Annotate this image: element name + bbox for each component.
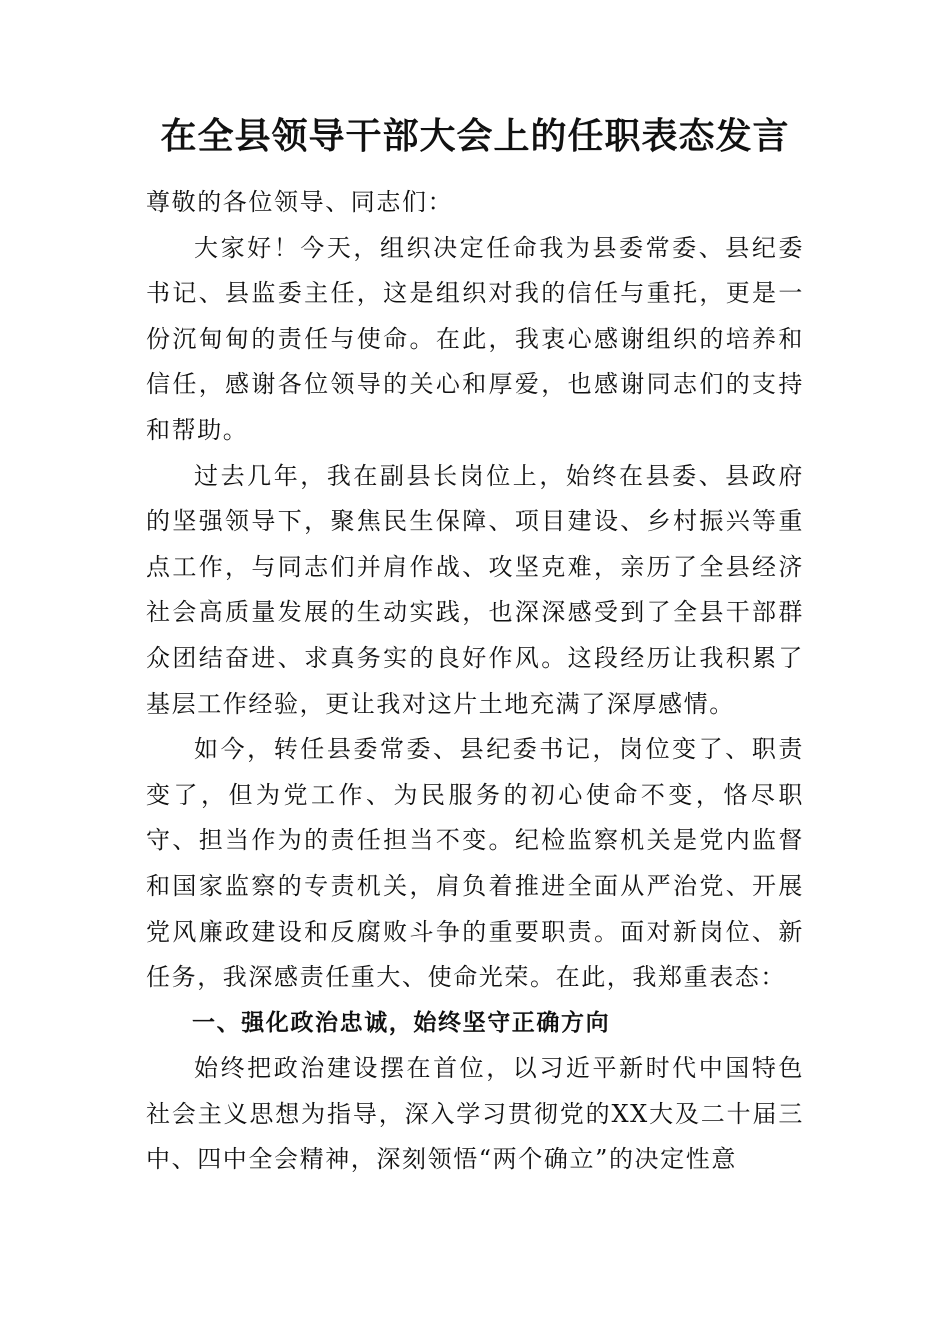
paragraph-greeting: 大家好！今天，组织决定任命我为县委常委、县纪委书记、县监委主任，这是组织对我的信任与重托，更是一份沉甸甸的责任与使命。在此，我衷心感谢组织的培养和信任，感谢各位领导的关心和厚爱，也感谢同志们的支持和帮助。: [146, 233, 804, 444]
document-title: 在全县领导干部大会上的任职表态发言: [160, 115, 790, 157]
paragraph-new-role: 如今，转任县委常委、县纪委书记，岗位变了、职责变了，但为党工作、为民服务的初心使命不变，恪尽职守、担当作为的责任担当不变。纪检监察机关是党内监督和国家监察的专责机关，肩负着推进全面从严治党、开展党风廉政建设和反腐败斗争的重要职责。面对新岗位、新任务，我深感责任重大、使命光荣。在此，我郑重表态：: [146, 735, 804, 992]
paragraph-political-loyalty: 始终把政治建设摆在首位，以习近平新时代中国特色社会主义思想为指导，深入学习贯彻党的XX大及二十届三中、四中全会精神，深刻领悟“两个确立”的决定性意: [146, 1054, 804, 1174]
paragraph-past-experience: 过去几年，我在副县长岗位上，始终在县委、县政府的坚强领导下，聚焦民生保障、项目建设、乡村振兴等重点工作，与同志们并肩作战、攻坚克难，亲历了全县经济社会高质量发展的生动实践，也深深感受到了全县干部群众团结奋进、求真务实的良好作风。这段经历让我积累了基层工作经验，更让我对这片土地充满了深厚感情。: [146, 461, 804, 718]
salutation: 尊敬的各位领导、同志们：: [146, 188, 454, 216]
section-heading: 一、强化政治忠诚，始终坚守正确方向: [192, 1009, 611, 1036]
document-body: [146, 180, 804, 1183]
